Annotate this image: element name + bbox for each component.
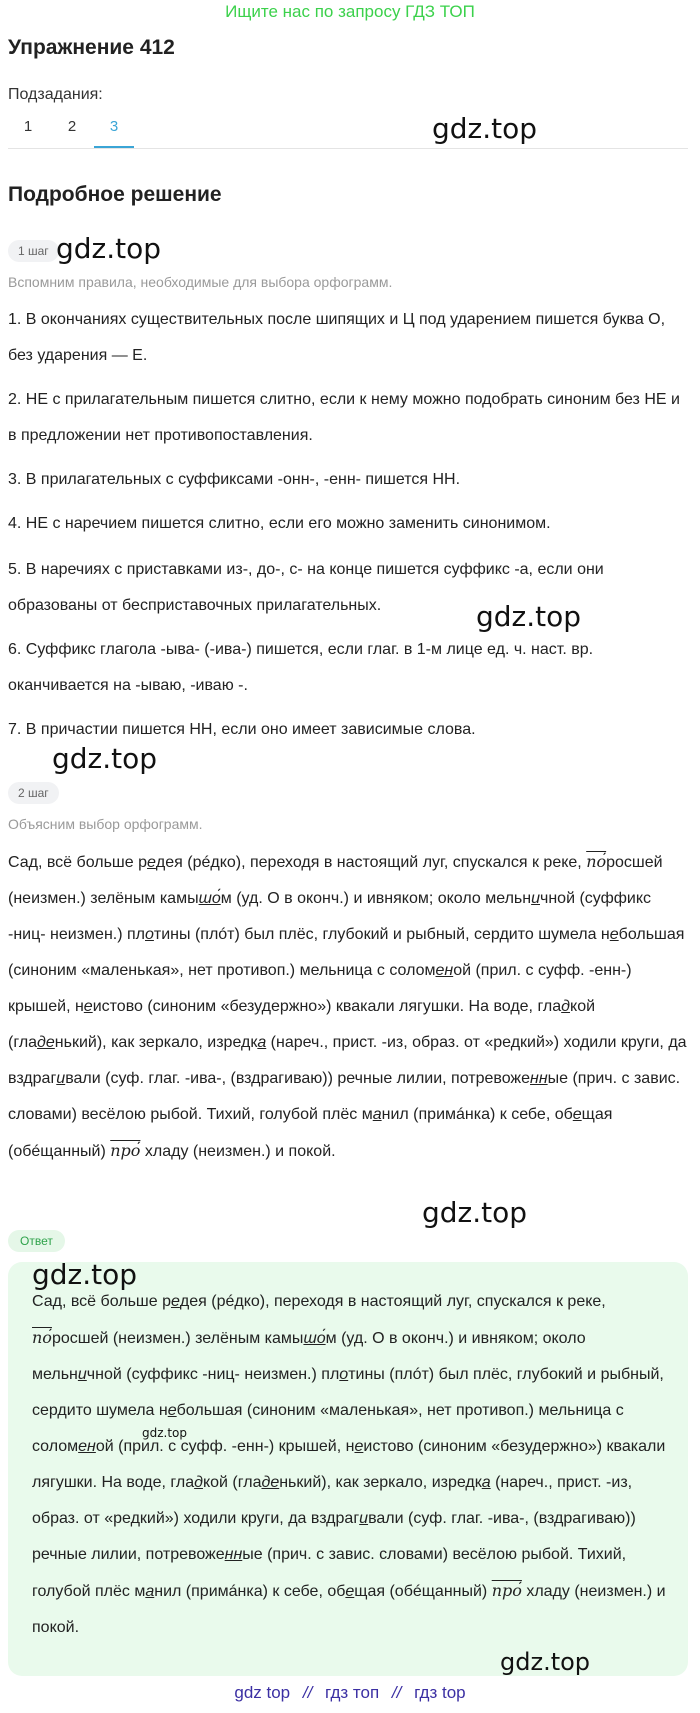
highlighted-letter: о	[145, 926, 154, 943]
text-part: нил (примáнка) к себе, об	[154, 1583, 346, 1600]
highlighted-letter: е	[146, 854, 156, 871]
highlighted-letter: е	[170, 1293, 180, 1310]
highlighted-letter: и	[56, 1070, 66, 1087]
watermark: gdz.top	[500, 1648, 591, 1676]
text-part: истово (синоним «безудержно») квакали лягушки. На воде, гла	[32, 1438, 666, 1491]
stress-mark: по	[586, 852, 607, 871]
answer-badge: Ответ	[8, 1230, 65, 1252]
highlighted-letter: д	[561, 998, 571, 1015]
answer-text	[32, 1284, 668, 1646]
text-part: вали (суф. глаг. -ива-, (вздрагиваю)) речные лилии, потревоже	[65, 1070, 531, 1087]
step-badge: 2 шаг	[8, 782, 59, 804]
step-badge: 1 шаг	[8, 240, 59, 262]
highlighted-letter: а	[372, 1106, 382, 1123]
footer-links	[0, 1683, 700, 1703]
rule-2: 2. НЕ с прилагательным пишется слитно, если к нему можно подобрать синоним без НЕ и в предложении нет противопоставления.	[8, 391, 680, 444]
watermark: gdz.top	[56, 232, 162, 265]
highlighted-letter: ен	[435, 962, 454, 979]
highlighted-letter: ен	[78, 1438, 96, 1455]
highlighted-letter: а	[257, 1034, 267, 1051]
text-part: дея (рéдко), переходя в настоящий луг, спускался к реке,	[179, 1293, 606, 1310]
text-part: чной (суффикс -ниц- неизмен.) пл	[8, 890, 652, 943]
text-part: ́м (уд. О в оконч.) и ивняком; около мельн	[220, 890, 532, 907]
tab-1[interactable]: 1	[23, 118, 33, 135]
tab-3[interactable]: 3	[94, 116, 134, 148]
footer-link[interactable]: гдз top	[414, 1683, 466, 1702]
rule-1: 1. В окончаниях существительных после шипящих и Ц под ударением пишется буква О, без ударения — Е.	[8, 311, 666, 364]
rule-3: 3. В прилагательных с суффиксами -онн-, -енн- пишется НН.	[8, 471, 461, 488]
text-part: тины (плóт) был плёс, глубокий и рыбный, сердито шумела н	[153, 926, 610, 943]
step-intro: Объясним выбор орфограмм.	[8, 816, 203, 832]
watermark: gdz.top	[476, 600, 582, 633]
watermark: gdz.top	[52, 742, 158, 775]
rule-6: 6. Суффикс глагола -ыва- (-ива-) пишется, если глаг. в 1-м лице ед. ч. наст. вр. оканчивается на -ываю, -иваю -.	[8, 641, 594, 694]
highlighted-letter: е	[354, 1438, 364, 1455]
rule-5: 5. В наречиях с приставками из-, до-, с- на конце пишется суффикс -а, если они образованы от бесприставочных прилагательных.	[8, 561, 604, 614]
subtasks-label: Подзадания:	[8, 86, 103, 103]
footer-separator: //	[302, 1683, 313, 1702]
text-part: дея (рéдко), переходя в настоящий луг, спускался к реке,	[155, 854, 587, 871]
text-part: щая (обéщанный)	[8, 1106, 613, 1160]
highlighted-letter: де	[37, 1034, 55, 1051]
stress-mark: про	[110, 1141, 141, 1160]
highlighted-letter: шо	[303, 1330, 326, 1347]
highlighted-letter: нн	[224, 1546, 243, 1563]
text-part: кой (гла	[202, 1474, 262, 1491]
explanation-text	[8, 844, 692, 1170]
highlighted-letter: е	[609, 926, 619, 943]
text-part: нький), как зеркало, изредк	[54, 1034, 258, 1051]
stress-mark: про	[491, 1581, 522, 1600]
text-part: ́м (уд. О в оконч.) и ивняком; около мельн	[32, 1330, 586, 1383]
footer-link[interactable]: gdz top	[234, 1683, 291, 1702]
text-part: ые (прич. с завис. словами) весёлою рыбой. Тихий, голубой плёс м	[32, 1546, 627, 1600]
text-part: ой (прил. с суфф. -енн-) крышей, н	[8, 962, 632, 1015]
text-part: вали (суф. глаг. -ива-, (вздрагиваю)) речные лилии, потревоже	[32, 1510, 636, 1563]
text-part: щая (обéщанный)	[354, 1583, 492, 1600]
text-part: ́росшей (неизмен.) зелёным камы	[51, 1330, 304, 1347]
text-part: ой (прил. с суфф. -енн-) крышей, н	[95, 1438, 355, 1455]
subtask-tabs	[8, 112, 688, 149]
highlighted-letter: е	[572, 1106, 582, 1123]
text-part: Сад, всё больше р	[32, 1293, 171, 1310]
highlighted-letter: и	[359, 1510, 369, 1527]
text-part: чной (суффикс -ниц- неизмен.) пл	[86, 1366, 340, 1383]
highlighted-letter: е	[167, 1402, 177, 1419]
highlighted-letter: е	[345, 1583, 355, 1600]
watermark: gdz.top	[32, 1258, 138, 1291]
text-part: истово (синоним «безудержно») квакали лягушки. На воде, гла	[92, 998, 562, 1015]
highlighted-letter: шо	[198, 890, 221, 907]
text-part: большая (синоним «маленькая», нет противоп.) мельница с солом	[8, 926, 685, 979]
watermark: gdz.top	[142, 1426, 188, 1440]
text-part: кой (гла	[8, 998, 596, 1051]
highlighted-letter: е	[83, 998, 93, 1015]
stress-mark: по	[32, 1328, 52, 1347]
highlighted-letter: о	[339, 1366, 349, 1383]
step-intro: Вспомним правила, необходимые для выбора орфограмм.	[8, 274, 393, 290]
text-part: Сад, всё больше р	[8, 854, 147, 871]
highlighted-letter: и	[77, 1366, 87, 1383]
footer-link[interactable]: гдз топ	[325, 1683, 380, 1702]
watermark: gdz.top	[432, 112, 538, 145]
highlighted-letter: нн	[530, 1070, 548, 1087]
highlighted-letter: и	[531, 890, 540, 907]
tab-2[interactable]: 2	[67, 118, 77, 135]
text-part: ́ хладу (неизмен.) и покой.	[32, 1583, 666, 1636]
text-part: (нареч., прист. -из, образ. от «редкий») ходили круги, да вздраг	[32, 1474, 633, 1527]
text-part: нил (примáнка) к себе, об	[381, 1106, 573, 1123]
highlighted-letter: а	[481, 1474, 491, 1491]
text-part: тины (плóт) был плёс, глубокий и рыбный, сердито шумела н	[32, 1366, 664, 1419]
rule-7: 7. В причастии пишется НН, если оно имеет зависимые слова.	[8, 721, 476, 738]
highlighted-letter: д	[194, 1474, 203, 1491]
text-part: нький), как зеркало, изредк	[279, 1474, 482, 1491]
highlighted-letter: де	[261, 1474, 280, 1491]
rule-4: 4. НЕ с наречием пишется слитно, если его можно заменить синонимом.	[8, 515, 551, 532]
highlighted-letter: а	[145, 1583, 155, 1600]
text-part: большая (синоним «маленькая», нет противоп.) мельница с солом	[32, 1402, 624, 1455]
page-title: Упражнение 412	[8, 36, 175, 59]
text-part: (нареч., прист. -из, образ. от «редкий») ходили круги, да вздраг	[8, 1034, 687, 1087]
footer-separator: //	[391, 1683, 402, 1702]
text-part: ые (прич. с завис. словами) весёлою рыбой. Тихий, голубой плёс м	[8, 1070, 681, 1123]
text-part: ́росшей (неизмен.) зелёным камы	[8, 854, 663, 907]
watermark: gdz.top	[422, 1196, 528, 1229]
text-part: ́ хладу (неизмен.) и покой.	[140, 1143, 336, 1160]
search-banner: Ищите нас по запросу ГДЗ ТОП	[225, 2, 475, 21]
section-title: Подробное решение	[8, 183, 222, 206]
